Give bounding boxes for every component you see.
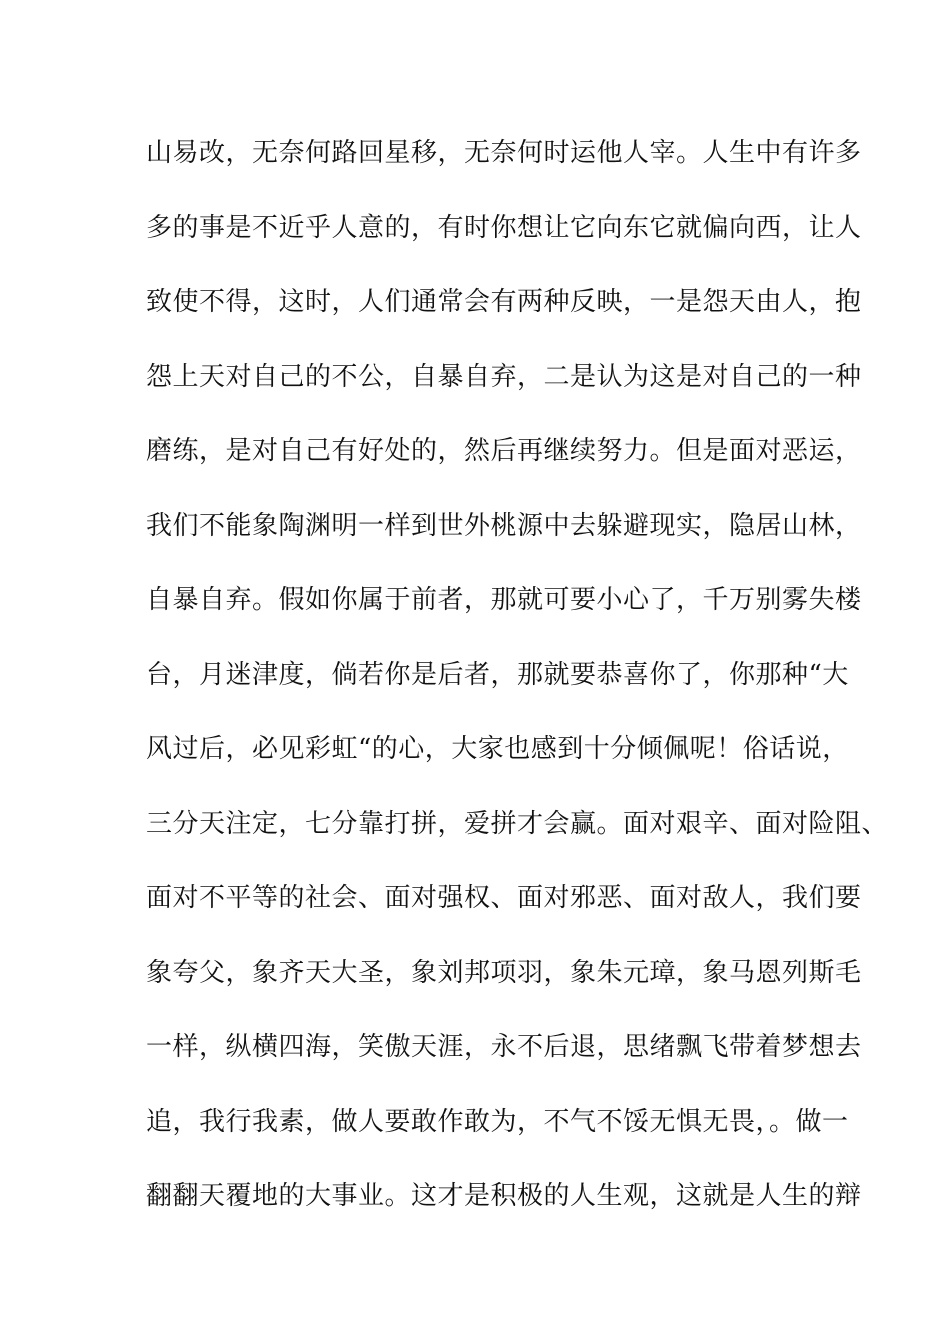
text-line-9: 风过后，必见彩虹“的心，大家也感到十分倾佩呢！俗话说， xyxy=(146,734,849,764)
text-line-5: 磨练，是对自己有好处的，然后再继续努力。但是面对恶运， xyxy=(146,436,862,466)
text-line-4: 怨上天对自己的不公，自暴自弃，二是认为这是对自己的一种 xyxy=(146,361,862,392)
text-line-8: 台，月迷津度，倘若你是后者，那就要恭喜你了，你那种“大 xyxy=(146,659,849,690)
text-line-7: 自暴自弃。假如你属于前者，那就可要小心了，千万别雾失楼 xyxy=(146,585,862,615)
text-line-11: 面对不平等的社会、面对强权、面对邪恶、面对敌人，我们要 xyxy=(146,883,862,913)
text-line-13: 一样，纵横四海，笑傲天涯，永不后退，思绪飘飞带着梦想去 xyxy=(146,1032,862,1062)
text-line-3: 致使不得，这时，人们通常会有两种反映，一是怨天由人，抱 xyxy=(146,287,862,317)
text-line-6: 我们不能象陶渊明一样到世外桃源中去躲避现实，隐居山林， xyxy=(146,510,862,541)
text-line-12: 象夸父，象齐天大圣，象刘邦项羽，象朱元璋，象马恩列斯毛 xyxy=(146,957,862,988)
text-line-15: 翻翻天覆地的大事业。这才是积极的人生观，这就是人生的辩 xyxy=(146,1181,862,1211)
text-line-14: 追，我行我素，做人要敢作敢为，不气不馁无惧无畏，。做一 xyxy=(146,1106,849,1137)
document-body xyxy=(146,134,889,1252)
text-line-2: 多的事是不近乎人意的，有时你想让它向东它就偏向西，让人 xyxy=(146,212,862,243)
text-line-10: 三分天注定，七分靠打拼，爱拼才会赢。面对艰辛、面对险阻、 xyxy=(146,808,889,839)
text-line-1: 山易改，无奈何路回星移，无奈何时运他人宰。人生中有许多 xyxy=(146,138,862,168)
